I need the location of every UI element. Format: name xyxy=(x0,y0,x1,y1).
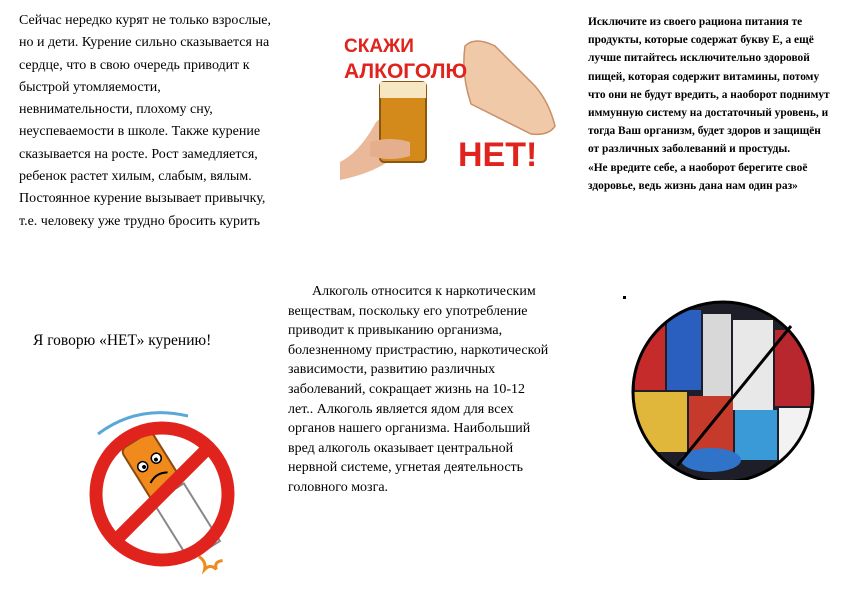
poster-line-2: АЛКОГОЛЮ xyxy=(344,60,468,83)
smoking-paragraph: Сейчас нередко курят не только взрослые, но и дети. Курение сильно сказывается на сердце, что в свою очередь приводит к быстрой утомляемости, невнимательности, плохому сну, неуспеваемости в школе. Также курение сказывается на росте. Рост замедляется, ребенок растет хилым, слабым, вялым. Постоянное курение вызывает привычку, т.е. человеку уже трудно бросить курить xyxy=(19,13,272,229)
no-smoking-illustration xyxy=(78,398,246,582)
health-quote: «Не вредите себе, а наоборот берегите своё здоровье, ведь жизнь дана нам один раз» xyxy=(588,161,808,192)
nutrition-paragraph: Исключите из своего рациона питания те продукты, которые содержат букву Е, а ещё лучше питайтесь исключительно здоровой пищей, которая содержит витамины, потому что они не будут вредить, а наоборот поднимут иммунную систему на достаточный уровень, и тогда Ваш организм, будет здоров и защищён от различных заболеваний и простуды. xyxy=(588,16,830,156)
poster-line-1: СКАЖИ xyxy=(344,36,414,57)
stray-dot xyxy=(623,296,626,299)
poster-line-3: НЕТ! xyxy=(458,136,538,174)
say-no-to-alcohol-poster xyxy=(340,22,558,180)
smoking-slogan: Я говорю «НЕТ» курению! xyxy=(33,332,212,349)
junk-food-prohibited-image xyxy=(621,300,825,480)
alcohol-paragraph: Алкоголь относится к наркотическим веществам, поскольку его употребление приводит к привыканию организма, болезненному пристрастию, наркотической зависимости, развитию различных заболеваний, сокращает жизнь на 10-12 лет.. Алкоголь является ядом для всех органов нашего организма. Наибольший вред алкоголь оказывает центральной нервной системе, угнетая деятельность головного мозга. xyxy=(288,284,549,495)
nutrition-text-block xyxy=(588,13,830,195)
